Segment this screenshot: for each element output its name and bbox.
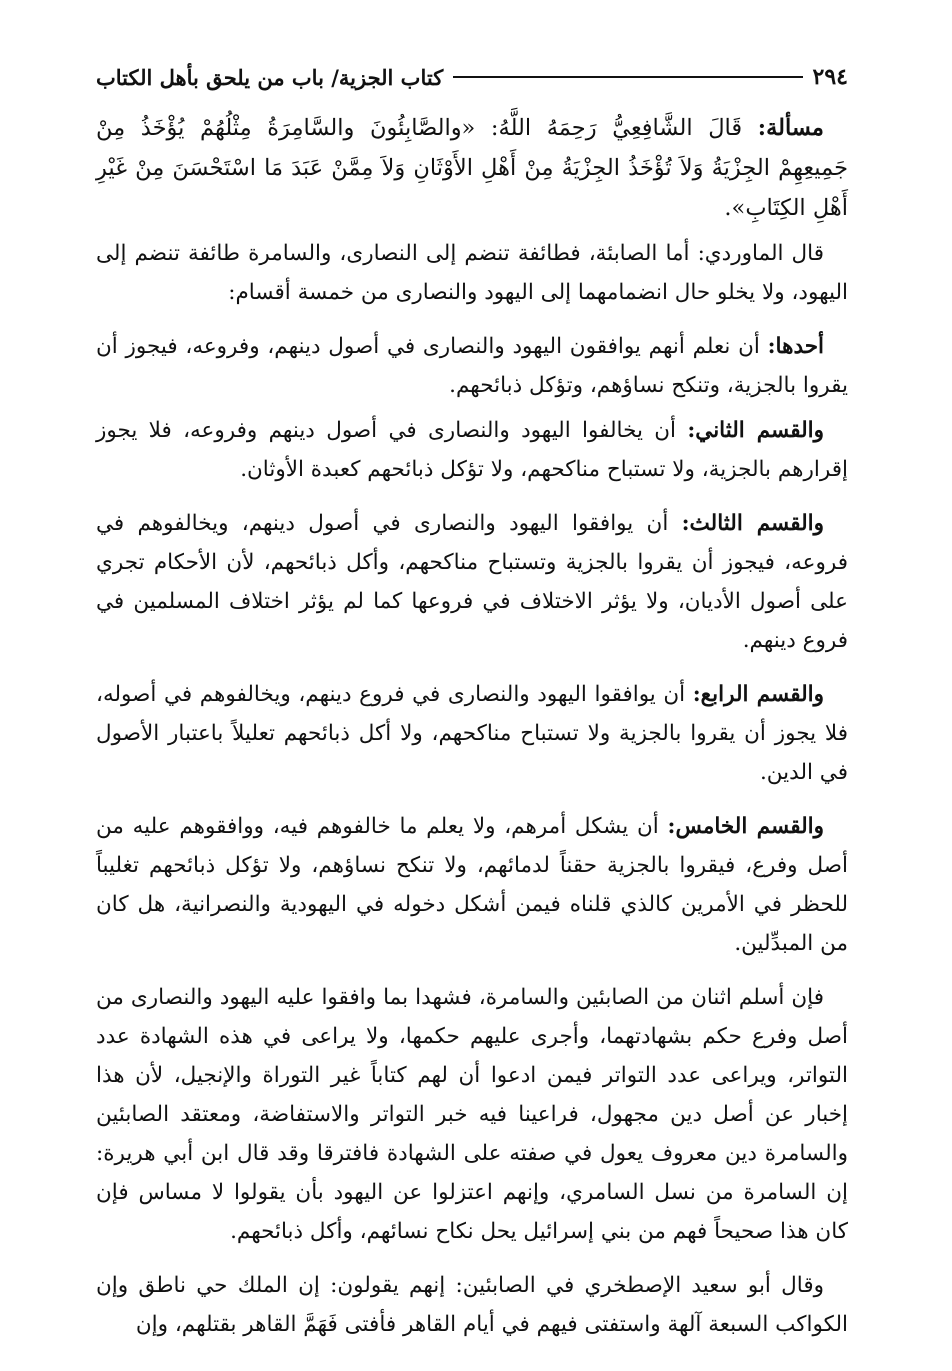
section-four-paragraph: [96, 675, 848, 792]
paragraph-text: قَالَ الشَّافِعِيُّ رَحِمَهُ اللَّهُ: «والصَّابِئُونَ والسَّامِرَةُ مِثْلُهُمْ يُؤْخَذُ مِنْ جَمِيعِهِمْ الجِزْيَةُ وَلاَ تُؤْخَذُ الجِزْيَةُ مِنْ أَهْلِ الأَوْثَانِ وَلاَ مِمَّنْ عَبَدَ مَا اسْتَحْسَنَ مِنْ غَيْرِ أَهْلِ الكِتَابِ».: [96, 115, 848, 221]
section-five-paragraph: [96, 807, 848, 963]
book-page: [96, 60, 848, 1351]
chapter-title: كتاب الجزية/ باب من يلحق بأهل الكتاب: [96, 64, 444, 90]
paragraph-lead: والقسم الرابع:: [692, 682, 824, 707]
paragraph-lead: والقسم الثالث:: [681, 511, 824, 536]
paragraph-lead: أحدها:: [767, 334, 824, 359]
paragraph-text: أن يوافقوا اليهود والنصارى في أصول دينهم، ويخالفوهم في فروعه، فيجوز أن يقروا بالجزية وتستباح مناكحهم، وأكل ذبائحهم، لأن الأحكام تجري على أصول الأديان، ولا يؤثر الاختلاف في فروعها كما لم يؤثر اختلاف المسلمين في فروع دينهم.: [96, 511, 848, 653]
section-two-paragraph: [96, 411, 848, 489]
paragraph-text: أن يخالفوا اليهود والنصارى في أصول دينهم وفروعه، فلا يجوز إقرارهم بالجزية، ولا تستباح مناكحهم، ولا تؤكل ذبائحهم كعبدة الأوثان.: [96, 418, 848, 482]
paragraph-text: أن يوافقوا اليهود والنصارى في فروع دينهم، ويخالفوهم في أصوله، فلا يجوز أن يقروا بالجزية ولا تستباح مناكحهم، ولا أكل ذبائحهم تعليلاً باعتبار الأصول في الدين.: [96, 682, 848, 785]
paragraph-text: وقال أبو سعيد الإصطخري في الصابئين: إنهم يقولون: إن الملك حي ناطق وإن الكواكب السبعة آلهة واستفتى فيهم في أيام القاهر فأفتى فَهَمَّ القاهر بقتلهم، وإن: [96, 1273, 848, 1337]
section-three-paragraph: [96, 504, 848, 660]
converts-testimony-paragraph: [96, 978, 848, 1251]
running-head: [96, 60, 848, 94]
masala-paragraph: [96, 108, 848, 228]
header-rule: [453, 76, 802, 78]
paragraph-text: قال الماوردي: أما الصابئة، فطائفة تنضم إلى النصارى، والسامرة طائفة تنضم إلى اليهود، ولا يخلو حال انضمامهما إلى اليهود والنصارى من خمسة أقسام:: [96, 241, 848, 305]
istakhri-paragraph: [96, 1266, 848, 1344]
mawardi-intro-paragraph: [96, 234, 848, 312]
page-number: ٢٩٤: [812, 64, 848, 90]
paragraph-text: أن نعلم أنهم يوافقون اليهود والنصارى في أصول دينهم، وفروعه، فيجوز أن يقروا بالجزية، وتنكح نساؤهم، وتؤكل ذبائحهم.: [96, 334, 848, 398]
page-body: [96, 108, 848, 1344]
paragraph-text: أن يشكل أمرهم، ولا يعلم ما خالفوهم فيه، ووافقوهم عليه من أصل وفرع، فيقروا بالجزية حقناً لدمائهم، ولا تنكح نساؤهم، ولا تؤكل ذبائحهم تغليباً للحظر في الأمرين كالذي قلناه فيمن أشكل دخوله في اليهودية والنصرانية، هل كان من المبدِّلين.: [96, 814, 848, 956]
section-one-paragraph: [96, 327, 848, 405]
paragraph-text: فإن أسلم اثنان من الصابئين والسامرة، فشهدا بما وافقوا عليه اليهود والنصارى من أصل وفرع حكم بشهادتهما، وأجرى عليهم حكمها، ولا يراعى في هذه الشهادة عدد التواتر، ويراعى عدد التواتر فيمن ادعوا أن لهم كتاباً غير التوراة والإنجيل، لأن هذا إخبار عن أصل دين مجهول، فراعينا فيه خبر التواتر والاستفاضة، ومعتقد الصابئين والسامرة دين معروف يعول في صفته على الشهادة فافترقا وقد قال ابن أبي هريرة: إن السامرة من نسل السامري، وإنهم اعتزلوا عن اليهود بأن يقولوا لا مساس فإن كان هذا صحيحاً فهم من بني إسرائيل يحل نكاح نسائهم، وأكل ذبائحهم.: [96, 985, 848, 1244]
paragraph-lead: والقسم الثاني:: [687, 418, 824, 443]
paragraph-lead: مسألة:: [757, 115, 824, 141]
paragraph-lead: والقسم الخامس:: [667, 814, 825, 839]
